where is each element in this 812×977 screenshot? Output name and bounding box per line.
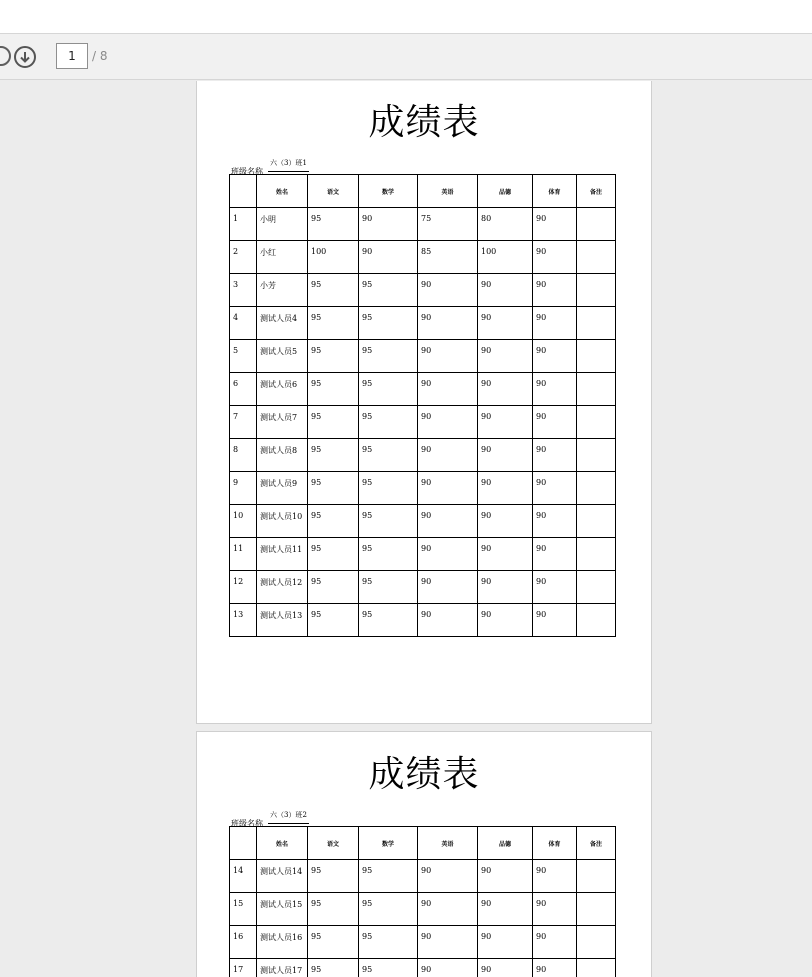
- table-cell: 95: [308, 340, 359, 373]
- table-cell: 7: [230, 406, 257, 439]
- table-cell: 测试人员17: [257, 959, 308, 977]
- table-cell: 90: [533, 472, 577, 505]
- table-cell: 90: [533, 538, 577, 571]
- table-cell: 95: [308, 307, 359, 340]
- table-cell: 90: [478, 373, 533, 406]
- table-cell: 90: [478, 274, 533, 307]
- table-cell: 9: [230, 472, 257, 505]
- table-row: [230, 439, 616, 472]
- table-cell: 95: [359, 274, 418, 307]
- table-cell: 8: [230, 439, 257, 472]
- column-header: 数学: [359, 175, 418, 208]
- table-cell: 13: [230, 604, 257, 637]
- table-cell: 90: [533, 340, 577, 373]
- table-cell: 90: [418, 307, 478, 340]
- class-name-value: 六（3）班2: [268, 810, 309, 824]
- column-header: 数学: [359, 827, 418, 860]
- table-cell: [577, 571, 616, 604]
- table-cell: 95: [359, 959, 418, 977]
- table-cell: 2: [230, 241, 257, 274]
- table-cell: 95: [359, 505, 418, 538]
- table-row: [230, 340, 616, 373]
- class-name-label: 班级名称: [231, 819, 263, 828]
- table-cell: [577, 439, 616, 472]
- table-cell: 95: [308, 274, 359, 307]
- table-cell: 小芳: [257, 274, 308, 307]
- table-cell: 小明: [257, 208, 308, 241]
- table-cell: 90: [418, 505, 478, 538]
- table-cell: [577, 208, 616, 241]
- column-header: 备注: [577, 175, 616, 208]
- table-cell: 95: [308, 472, 359, 505]
- table-cell: 4: [230, 307, 257, 340]
- table-cell: [577, 538, 616, 571]
- table-cell: 95: [308, 959, 359, 977]
- table-row: [230, 406, 616, 439]
- table-cell: [577, 893, 616, 926]
- table-cell: 90: [418, 604, 478, 637]
- table-cell: 90: [418, 274, 478, 307]
- table-cell: 90: [533, 604, 577, 637]
- table-cell: 85: [418, 241, 478, 274]
- table-cell: 90: [418, 340, 478, 373]
- table-header-row: [230, 175, 616, 208]
- table-cell: [577, 340, 616, 373]
- table-cell: 测试人员15: [257, 893, 308, 926]
- table-cell: 测试人员16: [257, 926, 308, 959]
- table-cell: 90: [418, 439, 478, 472]
- browser-top-bar: [0, 0, 812, 34]
- grades-table: [229, 174, 616, 637]
- table-cell: [577, 860, 616, 893]
- table-cell: 90: [533, 959, 577, 977]
- table-cell: 90: [478, 959, 533, 977]
- table-row: [230, 959, 616, 977]
- table-row: [230, 571, 616, 604]
- table-cell: 15: [230, 893, 257, 926]
- table-cell: 测试人员14: [257, 860, 308, 893]
- table-cell: 1: [230, 208, 257, 241]
- table-cell: 10: [230, 505, 257, 538]
- table-cell: 90: [418, 893, 478, 926]
- table-cell: 95: [308, 538, 359, 571]
- class-name-value: 六（3）班1: [268, 158, 309, 172]
- table-row: [230, 274, 616, 307]
- table-cell: 95: [359, 340, 418, 373]
- table-cell: 16: [230, 926, 257, 959]
- table-cell: 95: [308, 926, 359, 959]
- table-cell: 测试人员4: [257, 307, 308, 340]
- column-header: 语文: [308, 175, 359, 208]
- table-cell: 14: [230, 860, 257, 893]
- table-row: [230, 860, 616, 893]
- table-cell: 90: [478, 439, 533, 472]
- table-cell: 90: [359, 241, 418, 274]
- table-cell: 3: [230, 274, 257, 307]
- pdf-viewer[interactable]: [0, 81, 812, 977]
- table-cell: [577, 604, 616, 637]
- table-cell: [577, 472, 616, 505]
- table-cell: [577, 926, 616, 959]
- table-cell: 90: [418, 959, 478, 977]
- table-cell: 测试人员5: [257, 340, 308, 373]
- table-cell: 90: [478, 340, 533, 373]
- column-header: 姓名: [257, 827, 308, 860]
- table-cell: 90: [533, 860, 577, 893]
- table-row: [230, 307, 616, 340]
- table-cell: 90: [533, 406, 577, 439]
- table-cell: 90: [478, 406, 533, 439]
- column-header: 英语: [418, 827, 478, 860]
- table-cell: 5: [230, 340, 257, 373]
- table-cell: [577, 505, 616, 538]
- table-cell: 测试人员10: [257, 505, 308, 538]
- table-cell: 测试人员13: [257, 604, 308, 637]
- table-cell: 95: [308, 505, 359, 538]
- table-cell: 90: [533, 439, 577, 472]
- table-cell: 95: [359, 406, 418, 439]
- pdf-page-2: [196, 731, 652, 977]
- table-cell: 90: [418, 472, 478, 505]
- table-cell: 95: [308, 604, 359, 637]
- table-cell: 测试人员9: [257, 472, 308, 505]
- table-cell: 90: [533, 307, 577, 340]
- table-cell: 90: [478, 860, 533, 893]
- column-header: 品德: [478, 175, 533, 208]
- table-cell: 95: [308, 439, 359, 472]
- table-cell: [577, 274, 616, 307]
- column-header: 英语: [418, 175, 478, 208]
- table-cell: 90: [533, 571, 577, 604]
- table-cell: 测试人员12: [257, 571, 308, 604]
- table-cell: 90: [533, 893, 577, 926]
- table-cell: 100: [308, 241, 359, 274]
- download-button[interactable]: [14, 46, 36, 68]
- table-cell: 90: [478, 505, 533, 538]
- table-cell: 6: [230, 373, 257, 406]
- table-cell: [577, 373, 616, 406]
- table-cell: 95: [308, 893, 359, 926]
- table-cell: 95: [359, 307, 418, 340]
- table-cell: 95: [308, 406, 359, 439]
- table-cell: 95: [308, 373, 359, 406]
- table-row: [230, 241, 616, 274]
- table-cell: 90: [533, 274, 577, 307]
- table-cell: 90: [418, 860, 478, 893]
- column-header: 体育: [533, 175, 577, 208]
- table-cell: 17: [230, 959, 257, 977]
- table-cell: 90: [533, 373, 577, 406]
- pdf-page-1: [196, 81, 652, 724]
- table-cell: 90: [478, 571, 533, 604]
- doc-title: 成绩表: [368, 754, 480, 795]
- table-cell: 75: [418, 208, 478, 241]
- table-row: [230, 604, 616, 637]
- doc-title: 成绩表: [368, 102, 480, 143]
- table-cell: 90: [478, 604, 533, 637]
- table-cell: 95: [308, 208, 359, 241]
- column-header: 品德: [478, 827, 533, 860]
- table-cell: 90: [418, 926, 478, 959]
- table-row: [230, 893, 616, 926]
- page-number-input[interactable]: [56, 43, 88, 69]
- table-cell: 80: [478, 208, 533, 241]
- table-cell: 90: [533, 926, 577, 959]
- table-cell: 90: [418, 406, 478, 439]
- table-cell: 90: [478, 307, 533, 340]
- download-icon: [18, 50, 32, 64]
- column-header: [230, 175, 257, 208]
- table-cell: 90: [478, 472, 533, 505]
- table-cell: 95: [359, 926, 418, 959]
- table-cell: [577, 959, 616, 977]
- table-cell: 12: [230, 571, 257, 604]
- table-cell: 11: [230, 538, 257, 571]
- table-cell: 90: [418, 373, 478, 406]
- table-cell: 90: [533, 241, 577, 274]
- column-header: 姓名: [257, 175, 308, 208]
- table-cell: 90: [533, 208, 577, 241]
- class-name-label: 班级名称: [231, 167, 263, 176]
- page-total: / 8: [92, 49, 108, 63]
- table-cell: 95: [308, 860, 359, 893]
- table-cell: 测试人员11: [257, 538, 308, 571]
- column-header: 备注: [577, 827, 616, 860]
- table-row: [230, 538, 616, 571]
- table-cell: 测试人员8: [257, 439, 308, 472]
- table-cell: 90: [418, 571, 478, 604]
- table-cell: 90: [359, 208, 418, 241]
- table-row: [230, 373, 616, 406]
- rotate-button[interactable]: [0, 46, 11, 66]
- table-cell: 90: [478, 893, 533, 926]
- table-cell: 90: [478, 538, 533, 571]
- table-cell: 测试人员6: [257, 373, 308, 406]
- table-cell: [577, 406, 616, 439]
- table-cell: [577, 307, 616, 340]
- table-cell: 95: [359, 604, 418, 637]
- table-cell: [577, 241, 616, 274]
- pdf-toolbar: [0, 34, 812, 80]
- table-cell: 90: [418, 538, 478, 571]
- table-cell: 95: [359, 472, 418, 505]
- table-row: [230, 926, 616, 959]
- table-cell: 95: [359, 373, 418, 406]
- table-cell: 100: [478, 241, 533, 274]
- table-cell: 95: [359, 439, 418, 472]
- table-row: [230, 472, 616, 505]
- table-cell: 95: [308, 571, 359, 604]
- column-header: 体育: [533, 827, 577, 860]
- table-header-row: [230, 827, 616, 860]
- table-cell: 测试人员7: [257, 406, 308, 439]
- column-header: [230, 827, 257, 860]
- grades-table: [229, 826, 616, 977]
- table-cell: 95: [359, 538, 418, 571]
- table-row: [230, 208, 616, 241]
- table-cell: 小红: [257, 241, 308, 274]
- table-cell: 95: [359, 893, 418, 926]
- table-cell: 95: [359, 571, 418, 604]
- table-cell: 95: [359, 860, 418, 893]
- table-cell: 90: [533, 505, 577, 538]
- column-header: 语文: [308, 827, 359, 860]
- table-cell: 90: [478, 926, 533, 959]
- table-row: [230, 505, 616, 538]
